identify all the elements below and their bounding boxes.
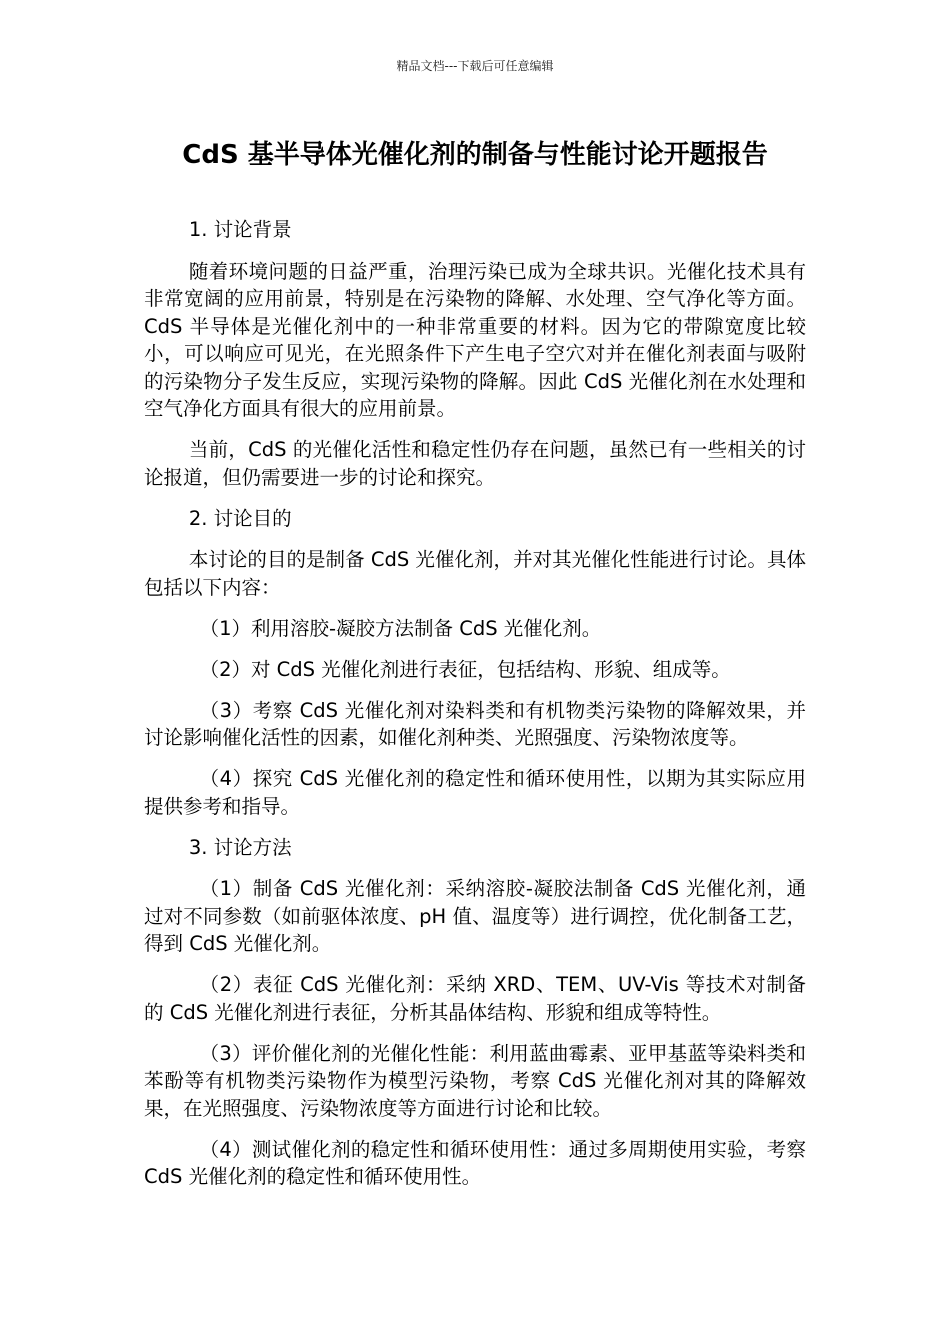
list-item: （2）对 CdS 光催化剂进行表征，包括结构、形貌、组成等。 — [199, 657, 731, 681]
list-item: （4）测试催化剂的稳定性和循环使用性：通过多周期使用实验，考察 CdS 光催化剂的稳定性和循环使用性。 — [144, 1137, 806, 1188]
list-item: （1）制备 CdS 光催化剂：采纳溶胶-凝胶法制备 CdS 光催化剂，通过对不同参数（如前驱体浓度、pH 值、温度等）进行调控，优化制备工艺，得到 CdS 光催化剂。 — [144, 877, 806, 955]
section-heading-methods: 3. 讨论方法 — [188, 835, 292, 859]
document-body — [144, 216, 806, 1204]
section-heading-background: 1. 讨论背景 — [188, 218, 292, 241]
list-item: （3）评价催化剂的光催化性能：利用蓝曲霉素、亚甲基蓝等染料类和苯酚等有机物类污染物作为模型污染物，考察 CdS 光催化剂对其的降解效果，在光照强度、污染物浓度等方面进行讨论和比较。 — [144, 1041, 806, 1120]
document-title: CdS 基半导体光催化剂的制备与性能讨论开题报告 — [182, 140, 768, 170]
list-item: （1）利用溶胶-凝胶方法制备 CdS 光催化剂。 — [199, 616, 602, 640]
list-item: （3）考察 CdS 光催化剂对染料类和有机物类污染物的降解效果，并讨论影响催化活性的因素，如催化剂种类、光照强度、污染物浓度等。 — [144, 698, 806, 749]
list-item: （4）探究 CdS 光催化剂的稳定性和循环使用性，以期为其实际应用提供参考和指导。 — [144, 767, 806, 818]
section-heading-purpose: 2. 讨论目的 — [188, 506, 292, 530]
list-item: （2）表征 CdS 光催化剂：采纳 XRD、TEM、UV-Vis 等技术对制备的 CdS 光催化剂进行表征，分析其晶体结构、形貌和组成等特性。 — [144, 973, 806, 1024]
paragraph: 当前，CdS 的光催化活性和稳定性仍存在问题，虽然已有一些相关的讨论报道，但仍需要进一步的讨论和探究。 — [144, 438, 806, 489]
paragraph: 本讨论的目的是制备 CdS 光催化剂，并对其光催化性能进行讨论。具体包括以下内容： — [144, 548, 806, 599]
header-note: 精品文档---下载后可任意编辑 — [396, 59, 554, 73]
paragraph: 随着环境问题的日益严重，治理污染已成为全球共识。光催化技术具有非常宽阔的应用前景，特别是在污染物的降解、水处理、空气净化等方面。CdS 半导体是光催化剂中的一种非常重要的材料。因为它的带隙宽度比较小，可以响应可见光，在光照条件下产生电子空穴对并在催化剂表面与吸附的污染物分子发生反应，实现污染物的降解。因此 CdS 光催化剂在水处理和空气净化方面具有很大的应用前景。 — [144, 259, 806, 420]
